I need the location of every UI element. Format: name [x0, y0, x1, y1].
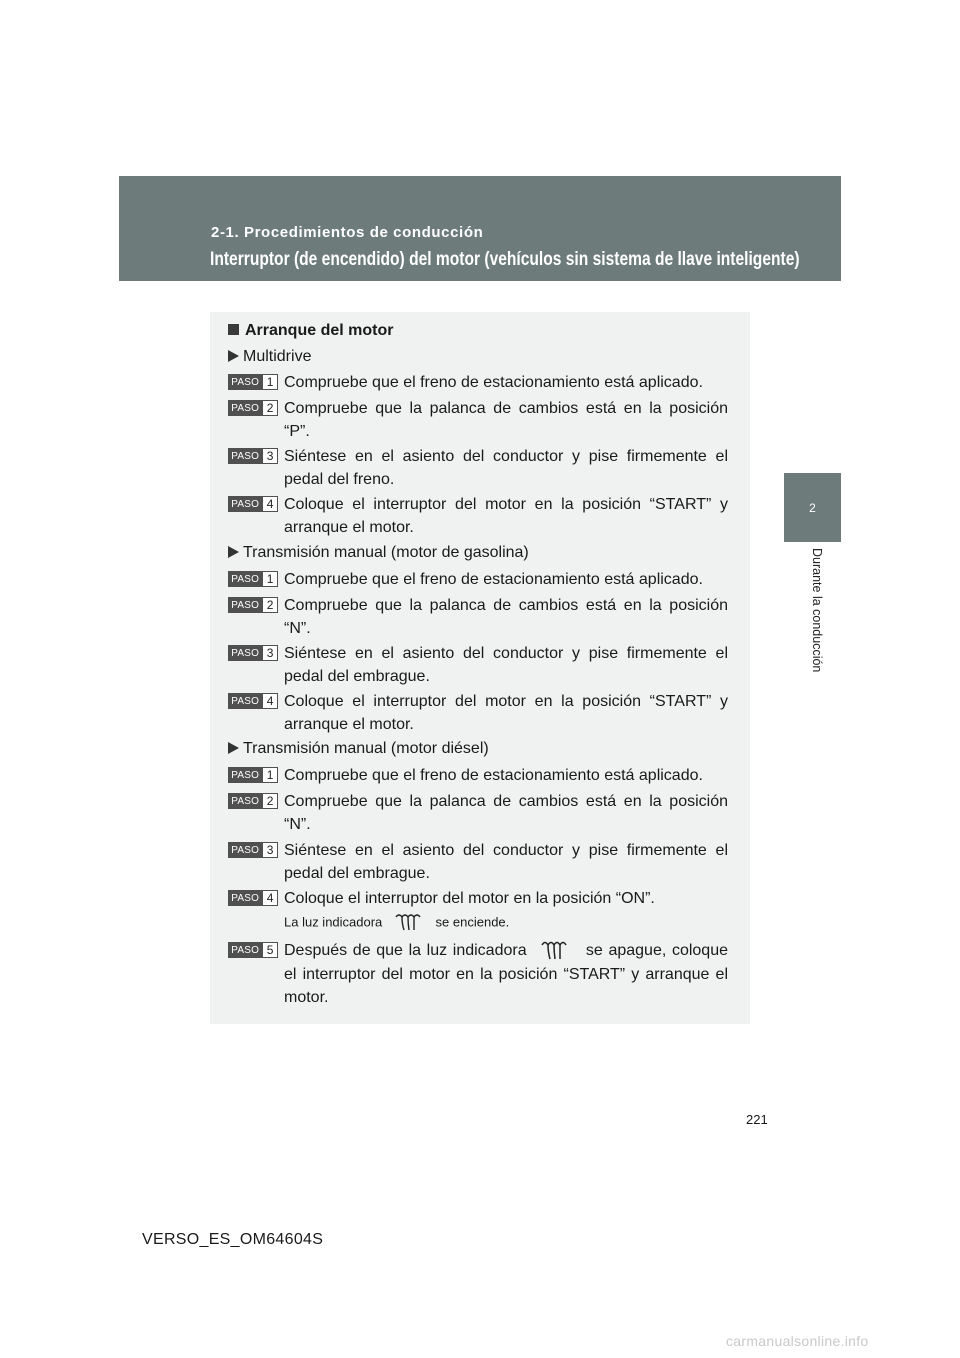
step-item	[228, 939, 728, 1009]
step-text: Siéntese en el asiento del conductor y pise firmemente el pedal del embrague.	[284, 842, 728, 882]
step-badge: PASO 4	[228, 693, 278, 709]
step-text: Coloque el interruptor del motor en la posición “START” y arranque el motor.	[284, 496, 728, 536]
step-item	[228, 642, 728, 688]
step-text: Compruebe que la palanca de cambios está en la posición “P”.	[284, 400, 728, 440]
step-item	[228, 887, 728, 910]
step-badge: PASO 1	[228, 571, 278, 587]
glow-plug-indicator-icon	[532, 939, 580, 963]
step-text: Después de que la luz indicadora se apague, coloque el interruptor del motor en la posición “START” y arranque el motor.	[284, 939, 728, 1009]
chapter-side-label: Durante la conducción	[810, 548, 824, 673]
step-item	[228, 445, 728, 491]
heading-text: Arranque del motor	[245, 322, 394, 339]
step-badge: PASO 1	[228, 767, 278, 783]
step-item	[228, 493, 728, 539]
step-badge: PASO 2	[228, 400, 278, 416]
step-text: Coloque el interruptor del motor en la posición “ON”.	[284, 890, 655, 907]
document-code: VERSO_ES_OM64604S	[142, 1231, 324, 1248]
step-text: Compruebe que el freno de estacionamiento está aplicado.	[284, 571, 703, 588]
glow-plug-indicator-icon	[386, 912, 432, 934]
triangle-arrow-icon	[228, 742, 239, 754]
content-box	[210, 312, 750, 1024]
step-badge: PASO 1	[228, 374, 278, 390]
chapter-number: 2	[809, 500, 816, 515]
step-badge: PASO 5	[228, 942, 278, 958]
step-text: Coloque el interruptor del motor en la posición “START” y arranque el motor.	[284, 693, 728, 733]
step-badge: PASO 2	[228, 597, 278, 613]
page-number: 221	[746, 1112, 768, 1127]
triangle-arrow-icon	[228, 350, 239, 362]
step-badge: PASO 3	[228, 842, 278, 858]
step-item	[228, 371, 728, 394]
group-title: Transmisión manual (motor diésel)	[228, 740, 489, 758]
square-bullet-icon	[228, 324, 239, 335]
watermark: carmanualsonline.info	[726, 1333, 869, 1349]
step-text: Siéntese en el asiento del conductor y pise firmemente el pedal del embrague.	[284, 645, 728, 685]
step-badge: PASO 3	[228, 645, 278, 661]
step-text: Compruebe que la palanca de cambios está en la posición “N”.	[284, 793, 728, 833]
step-item	[228, 594, 728, 640]
step-note: La luz indicadora se enciende.	[284, 912, 509, 934]
step-text: Compruebe que el freno de estacionamiento está aplicado.	[284, 374, 703, 391]
section-label: 2-1. Procedimientos de conducción	[211, 224, 484, 241]
step-text: Compruebe que el freno de estacionamiento está aplicado.	[284, 767, 703, 784]
step-item	[228, 568, 728, 591]
step-text: Compruebe que la palanca de cambios está en la posición “N”.	[284, 597, 728, 637]
step-item	[228, 790, 728, 836]
content-heading	[228, 322, 393, 340]
step-badge: PASO 2	[228, 793, 278, 809]
step-item	[228, 764, 728, 787]
page-title: Interruptor (de encendido) del motor (vehículos sin sistema de llave inteligente)	[210, 249, 800, 270]
chapter-tab	[784, 473, 841, 542]
step-badge: PASO 4	[228, 890, 278, 906]
step-text: Siéntese en el asiento del conductor y pise firmemente el pedal del freno.	[284, 448, 728, 488]
step-badge: PASO 3	[228, 448, 278, 464]
group-title: Transmisión manual (motor de gasolina)	[228, 544, 529, 562]
step-badge: PASO 4	[228, 496, 278, 512]
step-item	[228, 839, 728, 885]
step-item	[228, 690, 728, 736]
step-item	[228, 397, 728, 443]
header-band	[119, 176, 841, 281]
group-title: Multidrive	[228, 348, 311, 366]
triangle-arrow-icon	[228, 546, 239, 558]
